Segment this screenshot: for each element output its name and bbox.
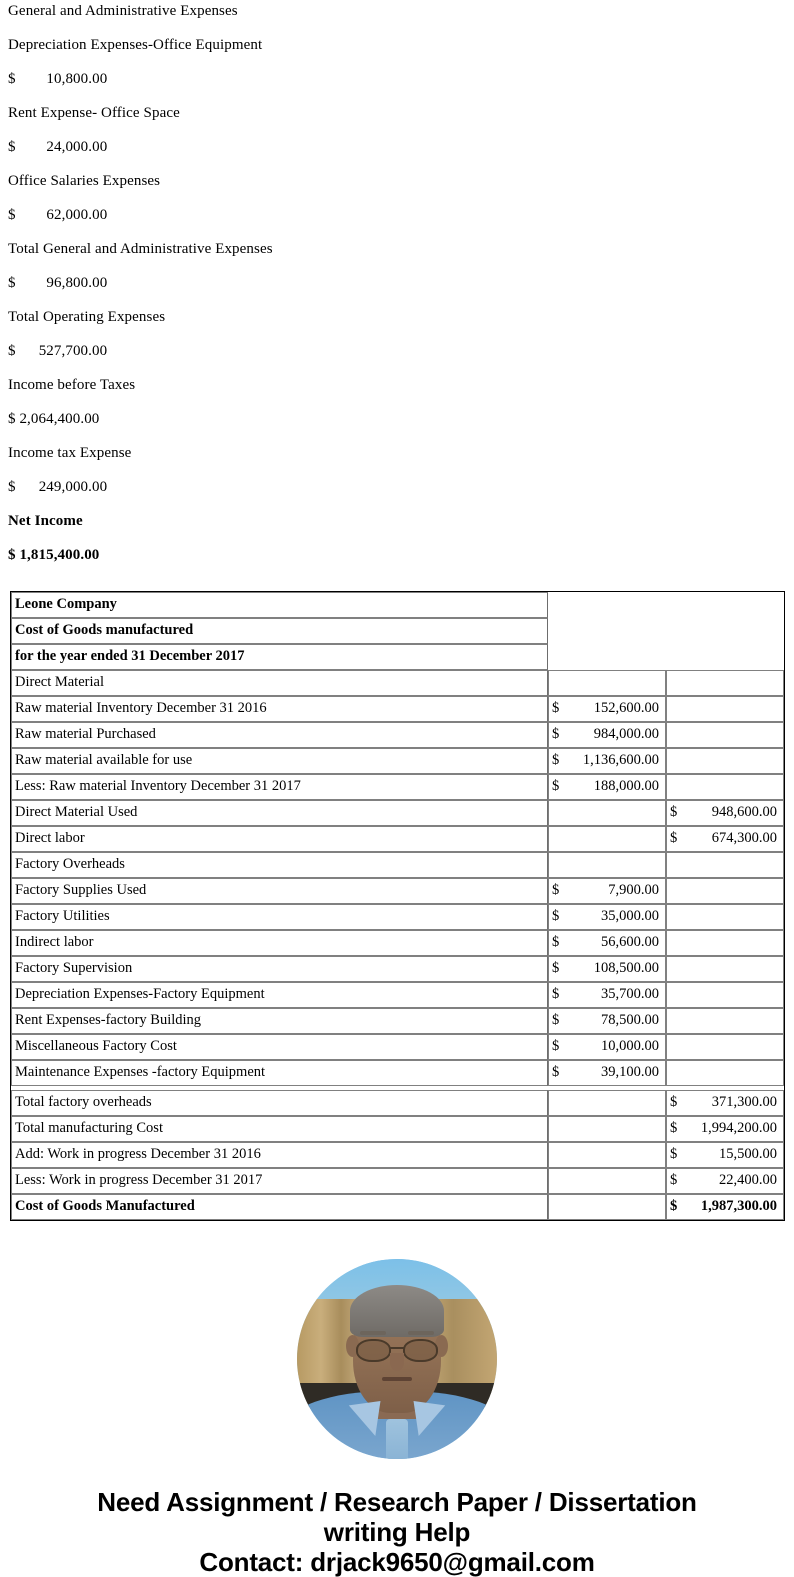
table-row-label: Direct Material Used xyxy=(11,800,548,826)
table-row xyxy=(11,904,784,930)
table-row-amount-subtotal xyxy=(548,904,666,930)
table-row-amount-subtotal xyxy=(548,1090,666,1116)
avatar xyxy=(297,1259,497,1459)
table-row-amount-total xyxy=(666,748,784,774)
currency-symbol: $ xyxy=(552,700,560,716)
currency-symbol: $ xyxy=(552,1064,560,1080)
table-row xyxy=(11,1008,784,1034)
avatar-lens-left xyxy=(356,1339,391,1362)
promo-headline-line2: writing Help xyxy=(323,1517,471,1547)
table-row-amount-subtotal xyxy=(548,982,666,1008)
money-value xyxy=(552,935,663,950)
avatar-eyebrow-left xyxy=(360,1331,386,1335)
currency-symbol: $ xyxy=(552,1012,560,1028)
table-row-label: Add: Work in progress December 31 2016 xyxy=(11,1142,548,1168)
statement-line: Total General and Administrative Expenses xyxy=(8,241,273,257)
table-row-label: Less: Work in progress December 31 2017 xyxy=(11,1168,548,1194)
money-value xyxy=(552,909,663,924)
table-row-amount-subtotal xyxy=(548,670,666,696)
table-title-cell: Leone Company xyxy=(11,592,548,618)
table-row xyxy=(11,1194,784,1220)
promo-headline xyxy=(0,1487,794,1547)
currency-symbol: $ xyxy=(552,960,560,976)
table-row-amount-subtotal xyxy=(548,748,666,774)
table-row xyxy=(11,1168,784,1194)
cost-of-goods-manufactured-table xyxy=(10,591,785,1221)
table-row-label: Raw material Purchased xyxy=(11,722,548,748)
amount-figure: 948,600.00 xyxy=(711,804,777,820)
amount-figure: 39,100.00 xyxy=(601,1064,659,1080)
table-row-amount-total xyxy=(666,1060,784,1086)
table-row-amount-subtotal xyxy=(548,878,666,904)
table-row-label: Miscellaneous Factory Cost xyxy=(11,1034,548,1060)
statement-line: Depreciation Expenses-Office Equipment xyxy=(8,37,263,53)
money-value xyxy=(670,831,781,846)
table-row-amount-total xyxy=(666,852,784,878)
table-row-label: Direct Material xyxy=(11,670,548,696)
statement-line: General and Administrative Expenses xyxy=(8,3,238,19)
amount-figure: 35,700.00 xyxy=(601,986,659,1002)
statement-line: $ 2,064,400.00 xyxy=(8,411,100,427)
table-title-row xyxy=(11,592,784,618)
avatar-collar-right xyxy=(409,1401,445,1439)
table-row-amount-total xyxy=(666,930,784,956)
avatar-tie xyxy=(386,1419,408,1459)
currency-symbol: $ xyxy=(670,804,678,820)
table-row xyxy=(11,956,784,982)
currency-symbol: $ xyxy=(552,778,560,794)
amount-figure: 22,400.00 xyxy=(719,1172,777,1188)
amount-figure: 188,000.00 xyxy=(593,778,659,794)
table-row-amount-subtotal xyxy=(548,696,666,722)
avatar-nose xyxy=(390,1353,404,1371)
table-row xyxy=(11,878,784,904)
table-title-filler-cell xyxy=(548,592,784,618)
amount-figure: 984,000.00 xyxy=(593,726,659,742)
amount-figure: 15,500.00 xyxy=(719,1146,777,1162)
amount-figure: 35,000.00 xyxy=(601,908,659,924)
statement-line: $ 10,800.00 xyxy=(8,71,108,87)
money-value xyxy=(552,1039,663,1054)
table-row xyxy=(11,748,784,774)
statement-line: $ 527,700.00 xyxy=(8,343,108,359)
table-row xyxy=(11,1116,784,1142)
money-value xyxy=(670,1121,781,1136)
money-value xyxy=(552,1013,663,1028)
currency-symbol: $ xyxy=(670,1146,678,1162)
table-row xyxy=(11,1060,784,1086)
money-value xyxy=(552,779,663,794)
table-row-label: Depreciation Expenses-Factory Equipment xyxy=(11,982,548,1008)
table-row-label: Factory Supervision xyxy=(11,956,548,982)
statement-line: Office Salaries Expenses xyxy=(8,173,161,189)
statement-line: Rent Expense- Office Space xyxy=(8,105,180,121)
cogm-table-body xyxy=(11,592,784,1220)
table-row xyxy=(11,1090,784,1116)
table-row-label: Maintenance Expenses -factory Equipment xyxy=(11,1060,548,1086)
table-row xyxy=(11,670,784,696)
table-row-amount-subtotal xyxy=(548,1008,666,1034)
table-row-amount-subtotal xyxy=(548,1060,666,1086)
table-row-label: Raw material Inventory December 31 2016 xyxy=(11,696,548,722)
statement-line: Total Operating Expenses xyxy=(8,309,166,325)
table-row-amount-total xyxy=(666,722,784,748)
currency-symbol: $ xyxy=(552,986,560,1002)
amount-figure: 674,300.00 xyxy=(711,830,777,846)
table-row-label: Rent Expenses-factory Building xyxy=(11,1008,548,1034)
table-row xyxy=(11,852,784,878)
table-row-label: Cost of Goods Manufactured xyxy=(11,1194,548,1220)
table-row-amount-subtotal xyxy=(548,826,666,852)
money-value xyxy=(552,883,663,898)
avatar-eyebrow-right xyxy=(408,1331,434,1335)
money-value xyxy=(670,805,781,820)
table-row-amount-total xyxy=(666,1142,784,1168)
table-row-amount-subtotal xyxy=(548,1168,666,1194)
promo-headline-line1: Need Assignment / Research Paper / Dissertation xyxy=(97,1487,697,1517)
table-title-row xyxy=(11,618,784,644)
money-value xyxy=(552,753,663,768)
money-value xyxy=(552,701,663,716)
statement-line: Net Income xyxy=(8,513,83,529)
statement-line: $ 62,000.00 xyxy=(8,207,108,223)
table-row-amount-total xyxy=(666,670,784,696)
table-row xyxy=(11,826,784,852)
table-row-amount-subtotal xyxy=(548,852,666,878)
money-value xyxy=(670,1147,781,1162)
statement-line: $ 249,000.00 xyxy=(8,479,108,495)
table-row-amount-subtotal xyxy=(548,800,666,826)
table-row-amount-subtotal xyxy=(548,722,666,748)
statement-line: $ 96,800.00 xyxy=(8,275,108,291)
table-row-amount-total xyxy=(666,1116,784,1142)
money-value xyxy=(552,727,663,742)
table-row-amount-total xyxy=(666,1008,784,1034)
table-row-amount-total xyxy=(666,1168,784,1194)
table-row-amount-subtotal xyxy=(548,1194,666,1220)
currency-symbol: $ xyxy=(552,726,560,742)
table-row xyxy=(11,982,784,1008)
table-row-amount-total xyxy=(666,1034,784,1060)
currency-symbol: $ xyxy=(552,882,560,898)
money-value xyxy=(552,961,663,976)
income-statement-text-block xyxy=(0,2,794,565)
amount-figure: 1,987,300.00 xyxy=(700,1198,777,1214)
table-row-amount-subtotal xyxy=(548,956,666,982)
table-row-amount-total xyxy=(666,774,784,800)
table-row-amount-total xyxy=(666,1090,784,1116)
table-title-filler-cell xyxy=(548,644,784,670)
table-row-label: Total manufacturing Cost xyxy=(11,1116,548,1142)
table-row xyxy=(11,1142,784,1168)
table-row-label: Less: Raw material Inventory December 31 2017 xyxy=(11,774,548,800)
table-row-label: Direct labor xyxy=(11,826,548,852)
amount-figure: 78,500.00 xyxy=(601,1012,659,1028)
table-row-label: Factory Utilities xyxy=(11,904,548,930)
table-row-amount-total xyxy=(666,878,784,904)
table-row-amount-total xyxy=(666,1194,784,1220)
amount-figure: 7,900.00 xyxy=(608,882,659,898)
money-value xyxy=(552,1065,663,1080)
promo-footer xyxy=(0,1487,794,1577)
money-value xyxy=(670,1095,781,1110)
currency-symbol: $ xyxy=(670,830,678,846)
statement-line: $ 1,815,400.00 xyxy=(8,547,100,563)
table-row-label: Indirect labor xyxy=(11,930,548,956)
money-value xyxy=(552,987,663,1002)
money-value xyxy=(670,1173,781,1188)
table-title-filler-cell xyxy=(548,618,784,644)
table-title-cell: Cost of Goods manufactured xyxy=(11,618,548,644)
table-row xyxy=(11,774,784,800)
avatar-collar-left xyxy=(349,1401,385,1439)
currency-symbol: $ xyxy=(552,752,560,768)
table-row xyxy=(11,1034,784,1060)
avatar-hair xyxy=(350,1285,444,1337)
money-value xyxy=(670,1199,781,1214)
table-row-label: Factory Supplies Used xyxy=(11,878,548,904)
table-row xyxy=(11,696,784,722)
currency-symbol: $ xyxy=(552,1038,560,1054)
amount-figure: 108,500.00 xyxy=(593,960,659,976)
currency-symbol: $ xyxy=(552,908,560,924)
table-row xyxy=(11,800,784,826)
table-row-amount-total xyxy=(666,956,784,982)
currency-symbol: $ xyxy=(670,1094,678,1110)
table-row-amount-total xyxy=(666,800,784,826)
currency-symbol: $ xyxy=(670,1198,678,1214)
table-title-row xyxy=(11,644,784,670)
table-row-amount-subtotal xyxy=(548,1142,666,1168)
avatar-mouth xyxy=(382,1377,412,1381)
currency-symbol: $ xyxy=(552,934,560,950)
currency-symbol: $ xyxy=(670,1172,678,1188)
table-row-label: Raw material available for use xyxy=(11,748,548,774)
table-row-amount-subtotal xyxy=(548,930,666,956)
statement-line: Income before Taxes xyxy=(8,377,136,393)
table-title-cell: for the year ended 31 December 2017 xyxy=(11,644,548,670)
table-row-amount-subtotal xyxy=(548,774,666,800)
amount-figure: 56,600.00 xyxy=(601,934,659,950)
amount-figure: 152,600.00 xyxy=(593,700,659,716)
table-row-amount-total xyxy=(666,826,784,852)
table-row-amount-subtotal xyxy=(548,1116,666,1142)
table-row xyxy=(11,930,784,956)
table-row-amount-total xyxy=(666,904,784,930)
statement-line: $ 24,000.00 xyxy=(8,139,108,155)
table-row-amount-subtotal xyxy=(548,1034,666,1060)
promo-contact-line: Contact: drjack9650@gmail.com xyxy=(199,1547,595,1577)
avatar-lens-right xyxy=(403,1339,438,1362)
avatar-row xyxy=(0,1259,794,1459)
currency-symbol: $ xyxy=(670,1120,678,1136)
statement-line: Income tax Expense xyxy=(8,445,132,461)
table-row-label: Total factory overheads xyxy=(11,1090,548,1116)
amount-figure: 1,136,600.00 xyxy=(582,752,659,768)
cogm-table-wrapper xyxy=(0,591,794,1221)
amount-figure: 10,000.00 xyxy=(601,1038,659,1054)
table-row-label: Factory Overheads xyxy=(11,852,548,878)
table-row xyxy=(11,722,784,748)
table-row-amount-total xyxy=(666,696,784,722)
amount-figure: 371,300.00 xyxy=(711,1094,777,1110)
table-row-amount-total xyxy=(666,982,784,1008)
amount-figure: 1,994,200.00 xyxy=(700,1120,777,1136)
